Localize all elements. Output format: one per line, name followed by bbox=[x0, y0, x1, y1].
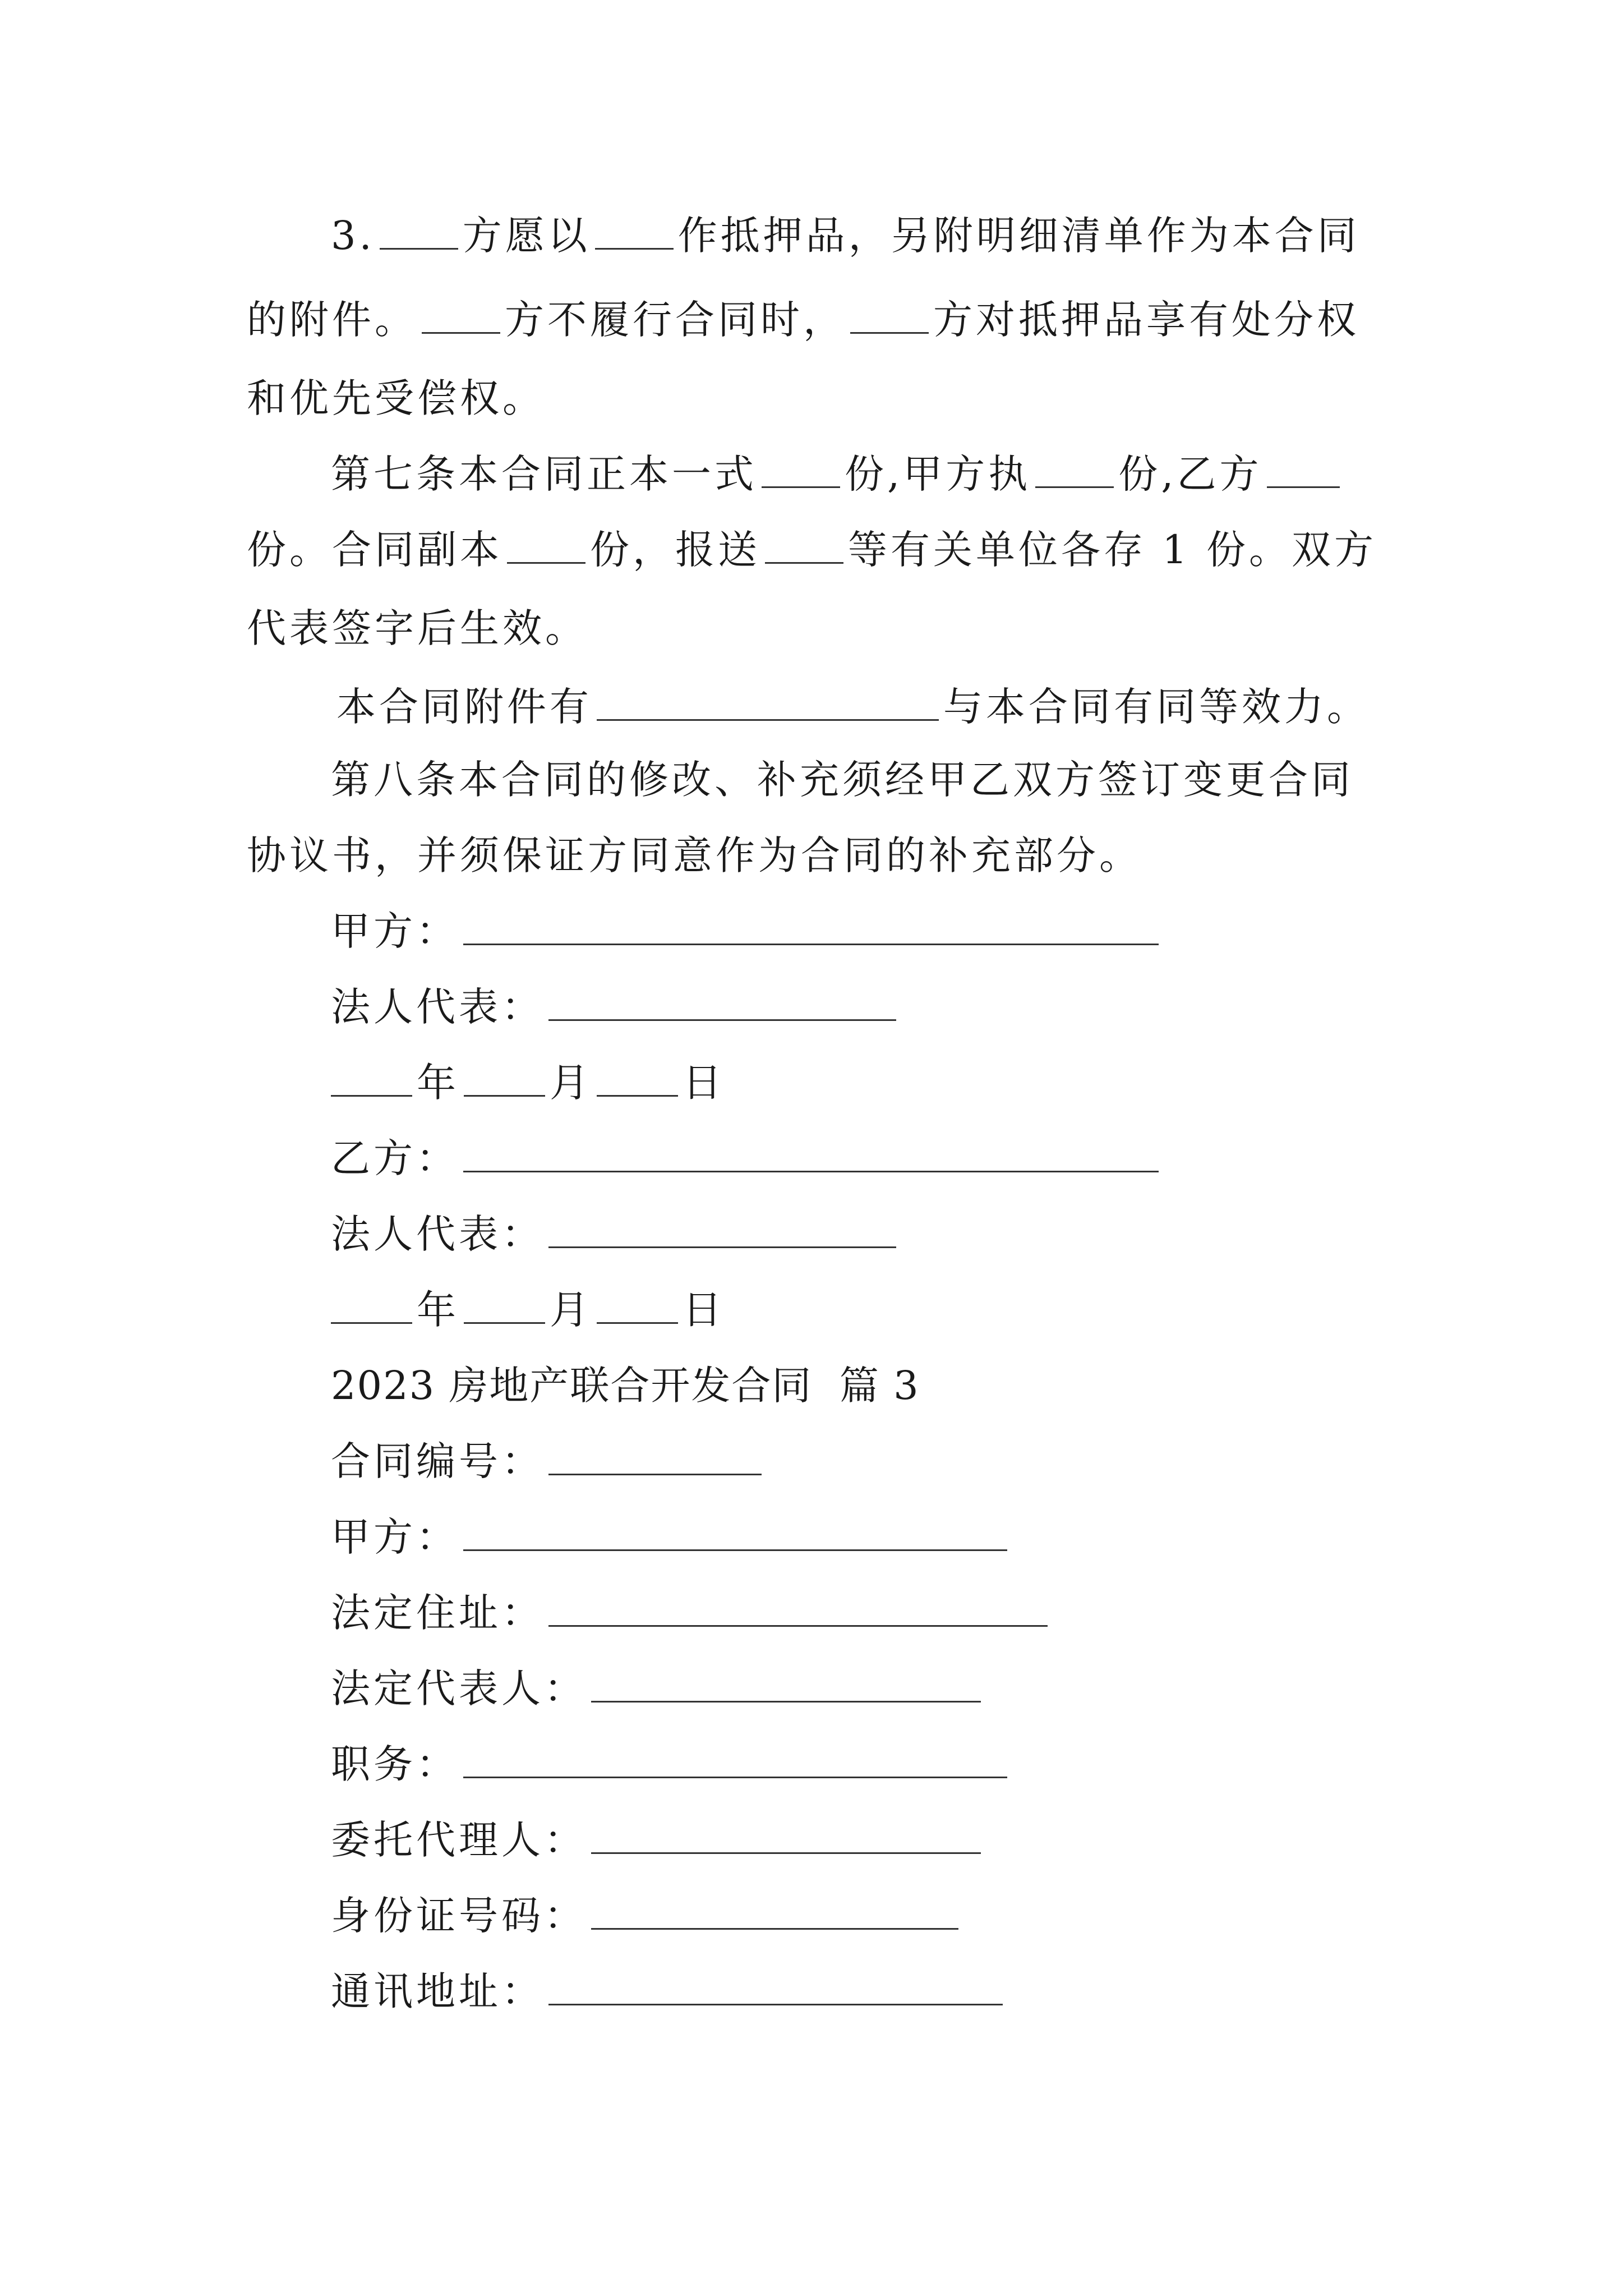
item3-line1 bbox=[331, 208, 1360, 264]
article7-text-a: 第七条本合同正本一式 bbox=[331, 451, 757, 497]
section3-title-text: 2023 房地产联合开发合同 篇 3 bbox=[331, 1363, 920, 1409]
blank-field[interactable] bbox=[850, 300, 929, 334]
year-field[interactable] bbox=[331, 1290, 412, 1324]
blank-field[interactable] bbox=[1035, 454, 1114, 488]
id-number-field[interactable] bbox=[591, 1895, 958, 1930]
position-field[interactable] bbox=[463, 1744, 1007, 1778]
month-field[interactable] bbox=[464, 1290, 545, 1324]
s3-party-a-label: 甲方： bbox=[331, 1514, 459, 1560]
article7-text-d: 份。合同副本 bbox=[247, 527, 502, 573]
item3-text-f: 和优先受偿权。 bbox=[247, 375, 545, 421]
blank-field[interactable] bbox=[422, 300, 500, 334]
agent-field[interactable] bbox=[591, 1820, 981, 1854]
legal-rep-a-label: 法人代表： bbox=[331, 984, 544, 1030]
position-line bbox=[331, 1736, 1012, 1792]
contract-no-line bbox=[331, 1433, 766, 1489]
section3-title bbox=[331, 1358, 920, 1414]
blank-field[interactable] bbox=[762, 454, 840, 488]
blank-field[interactable] bbox=[597, 687, 939, 721]
contract-no-field[interactable] bbox=[548, 1441, 762, 1475]
blank-field[interactable] bbox=[765, 530, 843, 564]
item3-text-c: 的附件。 bbox=[247, 297, 417, 343]
month-label: 月 bbox=[550, 1287, 592, 1333]
legal-rep-a-line bbox=[331, 979, 901, 1035]
position-label: 职务： bbox=[331, 1741, 459, 1787]
article7-text-c: 份,乙方 bbox=[1118, 451, 1262, 497]
blank-field[interactable] bbox=[595, 215, 674, 250]
party-b-line bbox=[331, 1130, 1163, 1186]
article8-line1 bbox=[331, 752, 1354, 808]
item3-text-d: 方不履行合同时， bbox=[505, 297, 846, 343]
item3-text-a: 方愿以 bbox=[462, 213, 591, 259]
legal-address-line bbox=[331, 1585, 1052, 1641]
attachments-text-b: 与本合同有同等效力。 bbox=[943, 684, 1370, 730]
party-b-label: 乙方： bbox=[331, 1135, 459, 1181]
legal-rep-b-field[interactable] bbox=[548, 1214, 896, 1248]
id-number-label: 身份证号码： bbox=[331, 1893, 587, 1939]
item3-number: 3. bbox=[331, 213, 375, 259]
article7-line3 bbox=[247, 600, 588, 656]
article7-text-f: 等有关单位各存 1 份。双方 bbox=[848, 527, 1377, 573]
party-a-label: 甲方： bbox=[331, 908, 459, 954]
year-label: 年 bbox=[417, 1060, 459, 1106]
mailing-address-field[interactable] bbox=[548, 1971, 1003, 2005]
id-number-line bbox=[331, 1888, 963, 1944]
year-label: 年 bbox=[417, 1287, 459, 1333]
day-label: 日 bbox=[683, 1060, 725, 1106]
blank-field[interactable] bbox=[380, 215, 458, 250]
legal-address-label: 法定住址： bbox=[331, 1590, 544, 1636]
party-a-field[interactable] bbox=[463, 911, 1159, 945]
legal-representative-line bbox=[331, 1660, 985, 1717]
mailing-address-line bbox=[331, 1963, 1007, 2019]
blank-field[interactable] bbox=[507, 530, 585, 564]
legal-rep-b-line bbox=[331, 1206, 901, 1262]
month-label: 月 bbox=[550, 1060, 592, 1106]
article7-line2 bbox=[247, 522, 1377, 578]
year-field[interactable] bbox=[331, 1062, 412, 1097]
attachments-line bbox=[336, 679, 1370, 735]
contract-no-label: 合同编号： bbox=[331, 1438, 544, 1484]
item3-line3 bbox=[247, 370, 545, 426]
item3-text-e: 方对抵押品享有处分权 bbox=[933, 297, 1359, 343]
day-label: 日 bbox=[683, 1287, 725, 1333]
agent-label: 委托代理人： bbox=[331, 1817, 587, 1863]
date-a-line bbox=[331, 1055, 725, 1111]
article7-line1 bbox=[331, 446, 1344, 502]
s3-party-a-line bbox=[331, 1509, 1012, 1565]
party-a-line bbox=[331, 903, 1163, 959]
date-b-line bbox=[331, 1282, 725, 1338]
item3-text-b: 作抵押品，另附明细清单作为本合同 bbox=[677, 213, 1360, 259]
mailing-address-label: 通讯地址： bbox=[331, 1968, 544, 2014]
legal-representative-field[interactable] bbox=[591, 1668, 981, 1703]
article7-text-g: 代表签字后生效。 bbox=[247, 605, 588, 651]
attachments-text-a: 本合同附件有 bbox=[336, 684, 592, 730]
s3-party-a-field[interactable] bbox=[463, 1517, 1007, 1551]
legal-representative-label: 法定代表人： bbox=[331, 1665, 587, 1711]
article8-line2 bbox=[247, 827, 1142, 884]
legal-rep-a-field[interactable] bbox=[548, 987, 896, 1021]
article7-text-e: 份，报送 bbox=[590, 527, 760, 573]
party-b-field[interactable] bbox=[463, 1138, 1159, 1172]
month-field[interactable] bbox=[464, 1062, 545, 1097]
agent-line bbox=[331, 1812, 985, 1868]
day-field[interactable] bbox=[597, 1290, 678, 1324]
legal-rep-b-label: 法人代表： bbox=[331, 1211, 544, 1257]
article8-text-b: 协议书，并须保证方同意作为合同的补充部分。 bbox=[247, 832, 1142, 878]
item3-line2 bbox=[247, 292, 1359, 348]
article8-text-a: 第八条本合同的修改、补充须经甲乙双方签订变更合同 bbox=[331, 757, 1354, 803]
blank-field[interactable] bbox=[1267, 454, 1340, 488]
legal-address-field[interactable] bbox=[548, 1593, 1048, 1627]
day-field[interactable] bbox=[597, 1062, 678, 1097]
article7-text-b: 份,甲方执 bbox=[845, 451, 1031, 497]
